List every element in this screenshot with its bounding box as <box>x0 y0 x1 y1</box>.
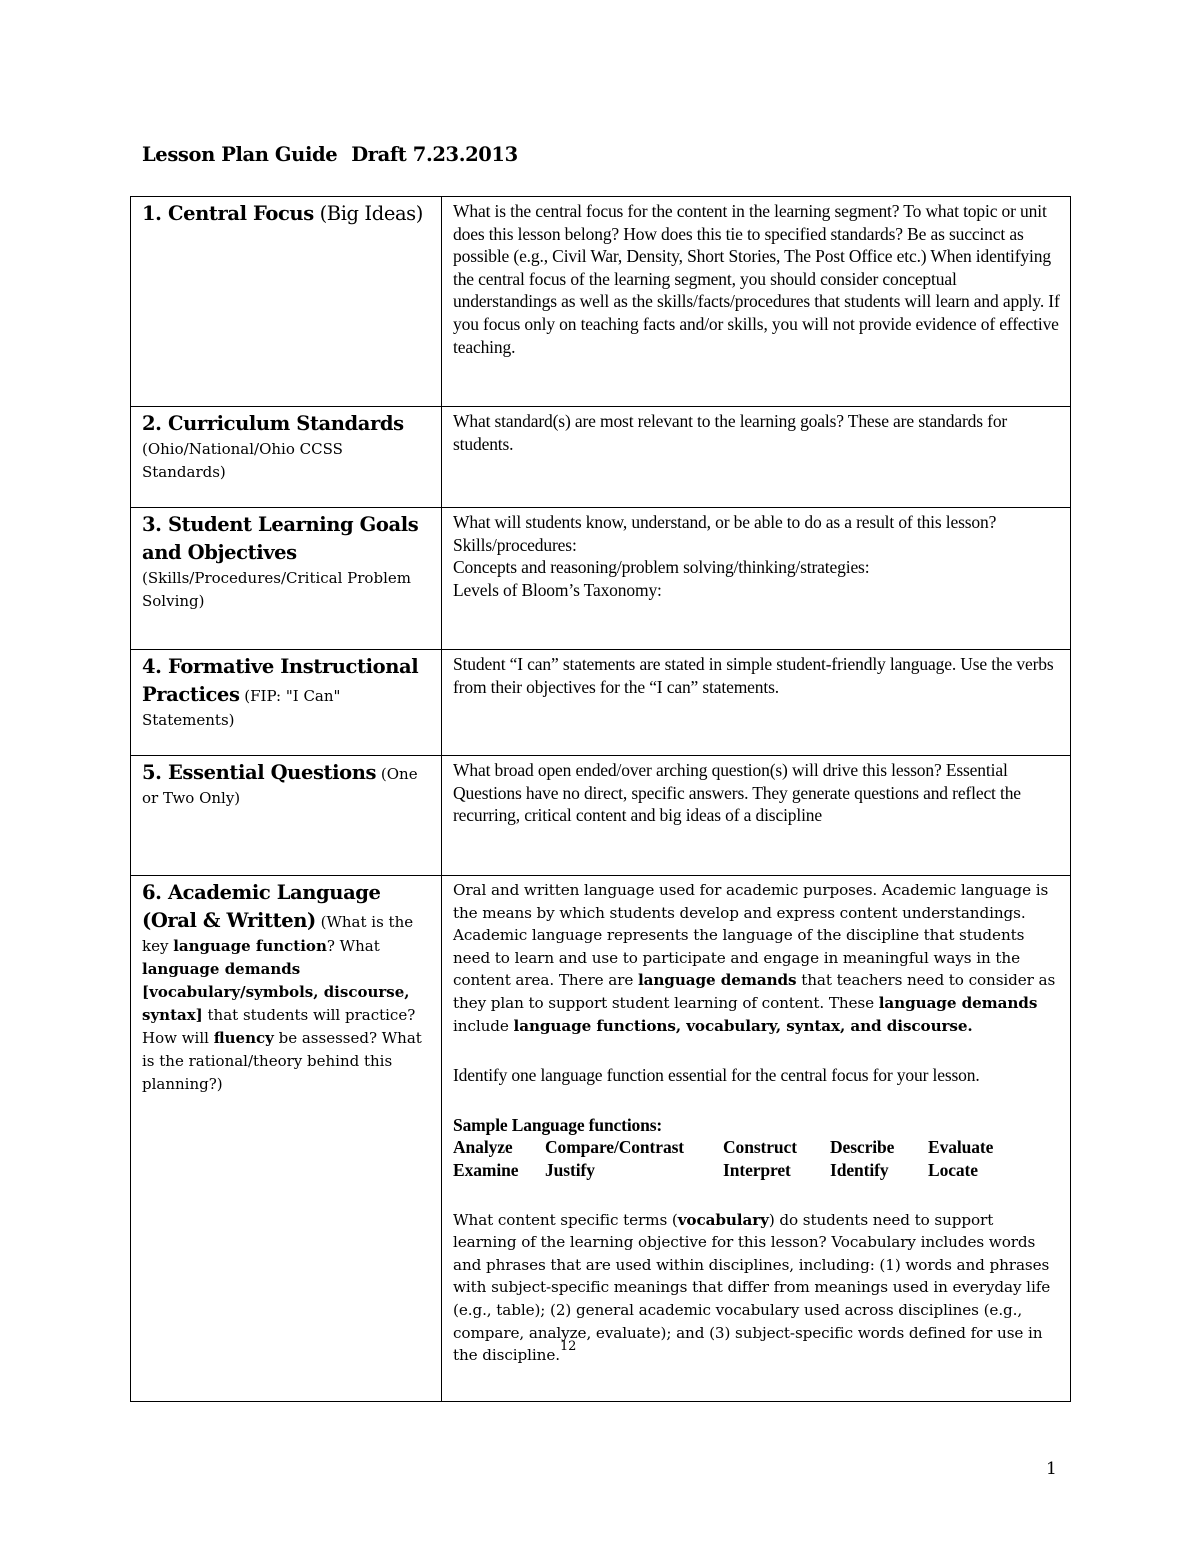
central-focus-label-cell <box>131 197 442 407</box>
learning-goals-line: Concepts and reasoning/problem solving/thinking/strategies: <box>453 557 870 578</box>
vocab-bold: vocabulary <box>677 1210 769 1229</box>
row-learning-goals <box>131 508 1071 650</box>
sample-functions-grid <box>453 1136 1060 1181</box>
draft-date: Draft 7.23.2013 <box>351 143 518 166</box>
essential-questions-heading: 5. Essential Questions <box>142 761 377 784</box>
learning-goals-heading: 3. Student Learning Goals and Objectives <box>142 513 419 564</box>
vocabulary-text <box>453 1209 1060 1369</box>
academic-language-sub: that students will practice? How will <box>142 1006 416 1047</box>
academic-language-sub: be assessed? What is the rational/theory behind this planning?) <box>142 1029 422 1093</box>
formative-practices-body: Student “I can” statements are stated in simple student-friendly language. Use the verbs from their objectives for the “I can” statements. <box>442 650 1071 756</box>
learning-goals-body <box>442 508 1071 650</box>
academic-language-sub-bold: fluency <box>213 1029 274 1047</box>
function-item: Locate <box>928 1159 978 1180</box>
learning-goals-line: Levels of Bloom’s Taxonomy: <box>453 579 662 600</box>
vocab-text: ) do students need to support learning of the learning objective for this lesson? Vocabulary includes words and phrases that are used within disciplines, including: (1) words and phrases with subject-specific meanings that differ from meanings used in everyday life (e.g., table); (2) general academic vocabulary used across disciplines (e.g., compare, analyze, evaluate); and (3) subject-specific words defined for use in the discipline. <box>453 1210 1051 1365</box>
academic-language-body-cell <box>442 876 1071 1402</box>
row-academic-language <box>131 876 1071 1402</box>
formative-practices-heading: 4. Formative Instructional Practices <box>142 655 419 706</box>
intro-bold: language demands <box>878 993 1038 1012</box>
function-item: Evaluate <box>928 1137 994 1158</box>
curriculum-standards-sub: (Ohio/National/Ohio CCSS Standards) <box>142 440 343 481</box>
academic-language-intro <box>453 879 1060 1037</box>
doc-title: Lesson Plan Guide <box>142 143 338 166</box>
curriculum-standards-body: What standard(s) are most relevant to the learning goals? These are standards for students. <box>442 407 1071 508</box>
learning-goals-line: Skills/procedures: <box>453 534 577 555</box>
academic-language-heading: 6. Academic Language (Oral & Written) <box>142 881 381 932</box>
learning-goals-sub: (Skills/Procedures/Critical Problem Solving) <box>142 569 411 610</box>
central-focus-sub: (Big Ideas) <box>313 202 424 225</box>
function-item: Justify <box>545 1159 595 1180</box>
function-item: Examine <box>453 1159 519 1180</box>
curriculum-standards-label-cell <box>131 407 442 508</box>
central-focus-body: What is the central focus for the content in the learning segment? To what topic or unit does this lesson belong? How does this tie to specified standards? Be as succinct as possible (e.g., Civil War, Density, Short Stories, The Post Office etc.) When identifying the central focus of the learning segment, you should consider conceptual understandings as well as the skills/facts/procedures that students will learn and apply. If you focus only on teaching facts and/or skills, you will not provide evidence of effective teaching. <box>442 197 1071 407</box>
row-formative-practices <box>131 650 1071 756</box>
sample-functions-title: Sample Language functions: <box>453 1114 663 1135</box>
intro-bold: language demands <box>637 971 797 990</box>
row-essential-questions <box>131 756 1071 876</box>
learning-goals-label-cell <box>131 508 442 650</box>
row-central-focus <box>131 197 1071 407</box>
academic-language-sub: ? What <box>326 937 380 955</box>
intro-bold: language functions, vocabulary, syntax, and discourse. <box>513 1016 973 1035</box>
row-curriculum-standards <box>131 407 1071 508</box>
formative-practices-label-cell <box>131 650 442 756</box>
academic-language-sub-bold: language demands [vocabulary/symbols, discourse, syntax] <box>142 960 410 1024</box>
function-item: Construct <box>723 1137 797 1158</box>
footnote-ref: 12 <box>559 1339 577 1355</box>
vocab-text: What content specific terms ( <box>453 1210 678 1229</box>
page-number: 1 <box>1046 1459 1057 1479</box>
function-item: Interpret <box>723 1159 791 1180</box>
lesson-plan-table <box>130 196 1071 1402</box>
formative-practices-sub: (FIP: "I Can" Statements) <box>142 687 341 729</box>
intro-text: that teachers need to consider as they plan to support student learning of content. These <box>453 971 1056 1012</box>
intro-text: include <box>453 1016 514 1035</box>
essential-questions-sub: (One or Two Only) <box>142 765 418 807</box>
page-title <box>142 143 518 166</box>
essential-questions-label-cell <box>131 756 442 876</box>
academic-language-sub-bold: language function <box>173 937 327 955</box>
central-focus-heading: 1. Central Focus <box>142 202 314 225</box>
intro-text: Oral and written language used for academic purposes. Academic language is the means by which students develop and express content understandings. Academic language represents the language of the discipline that students need to learn and use to participate and engage in meaningful ways in the content area. There are <box>453 881 1049 990</box>
function-item: Describe <box>830 1137 895 1158</box>
learning-goals-line: What will students know, understand, or be able to do as a result of this lesson? <box>453 512 997 532</box>
function-item: Identify <box>830 1159 889 1180</box>
identify-function-text: Identify one language function essential for the central focus for your lesson. <box>453 1065 980 1086</box>
function-item: Compare/Contrast <box>545 1137 685 1158</box>
function-item: Analyze <box>453 1137 513 1158</box>
academic-language-sub: (What is the key <box>142 913 414 955</box>
curriculum-standards-heading: 2. Curriculum Standards <box>142 412 404 435</box>
essential-questions-body: What broad open ended/over arching question(s) will drive this lesson? Essential Questions have no direct, specific answers. They generate questions and reflect the recurring, critical content and big ideas of a discipline <box>442 756 1071 876</box>
academic-language-label-cell <box>131 876 442 1402</box>
